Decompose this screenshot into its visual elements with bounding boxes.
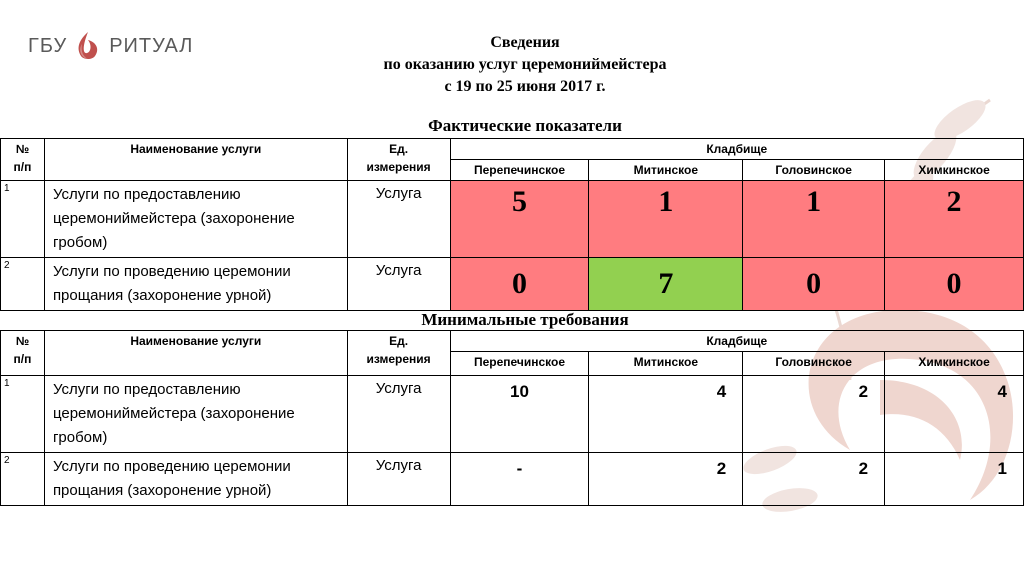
table-row — [1, 181, 1024, 258]
value-cell: 4 — [589, 376, 743, 453]
header-cemetery: Кладбище — [450, 331, 1023, 352]
company-logo — [28, 28, 193, 64]
section-title-minimum: Минимальные требования — [421, 310, 629, 329]
logo-text-right: РИТУАЛ — [109, 34, 194, 57]
row-num: 1 — [1, 181, 45, 258]
row-num: 1 — [1, 376, 45, 453]
table-row — [1, 376, 1024, 453]
value-cell: 2 — [885, 181, 1024, 258]
minimum-table — [0, 330, 1024, 506]
header-num: № п/п — [1, 139, 45, 181]
row-unit: Услуга — [347, 453, 450, 506]
value-cell: 2 — [589, 453, 743, 506]
value-cell: 7 — [589, 258, 743, 311]
value-cell: 1 — [589, 181, 743, 258]
section-title-actual: Фактические показатели — [428, 116, 622, 135]
row-service-name: Услуги по проведению церемонии прощания (захоронение урной) — [44, 258, 347, 311]
header-cemetery-golovinskoe: Головинское — [743, 160, 885, 181]
value-cell: 4 — [885, 376, 1024, 453]
value-cell: 0 — [885, 258, 1024, 311]
header-cemetery-khimkinskoe: Химкинское — [885, 352, 1024, 376]
table-row — [1, 453, 1024, 506]
value-cell: 2 — [743, 376, 885, 453]
row-num: 2 — [1, 453, 45, 506]
header-num: № п/п — [1, 331, 45, 376]
logo-text-left: ГБУ — [28, 34, 68, 57]
header-service-name: Наименование услуги — [44, 331, 347, 376]
row-service-name: Услуги по предоставлению церемониймейстера (захоронение гробом) — [44, 376, 347, 453]
table-row — [1, 258, 1024, 311]
header-cemetery-perepechinskoe: Перепечинское — [450, 160, 589, 181]
value-cell: 0 — [743, 258, 885, 311]
header-cemetery-khimkinskoe: Химкинское — [885, 160, 1024, 181]
page-subtitle: по оказанию услуг церемониймейстера — [383, 56, 667, 73]
header-cemetery: Кладбище — [450, 139, 1023, 160]
header-cemetery-mitinskoe: Митинское — [589, 160, 743, 181]
header-cemetery-golovinskoe: Головинское — [743, 352, 885, 376]
header-unit: Ед. измерения — [347, 331, 450, 376]
value-cell: 10 — [450, 376, 589, 453]
page-title: Сведения — [490, 34, 560, 51]
actual-table — [0, 138, 1024, 311]
value-cell: 1 — [885, 453, 1024, 506]
header-cemetery-mitinskoe: Митинское — [589, 352, 743, 376]
page-date-range: с 19 по 25 июня 2017 г. — [444, 78, 606, 95]
value-cell: 0 — [450, 258, 589, 311]
row-unit: Услуга — [347, 258, 450, 311]
value-cell: 1 — [743, 181, 885, 258]
row-service-name: Услуги по проведению церемонии прощания (захоронение урной) — [44, 453, 347, 506]
header-service-name: Наименование услуги — [44, 139, 347, 181]
header-unit: Ед. измерения — [347, 139, 450, 181]
row-service-name: Услуги по предоставлению церемониймейстера (захоронение гробом) — [44, 181, 347, 258]
value-cell: 5 — [450, 181, 589, 258]
row-unit: Услуга — [347, 181, 450, 258]
flame-logo-icon — [73, 30, 103, 62]
value-cell: 2 — [743, 453, 885, 506]
row-num: 2 — [1, 258, 45, 311]
header-cemetery-perepechinskoe: Перепечинское — [450, 352, 589, 376]
value-cell: - — [450, 453, 589, 506]
row-unit: Услуга — [347, 376, 450, 453]
